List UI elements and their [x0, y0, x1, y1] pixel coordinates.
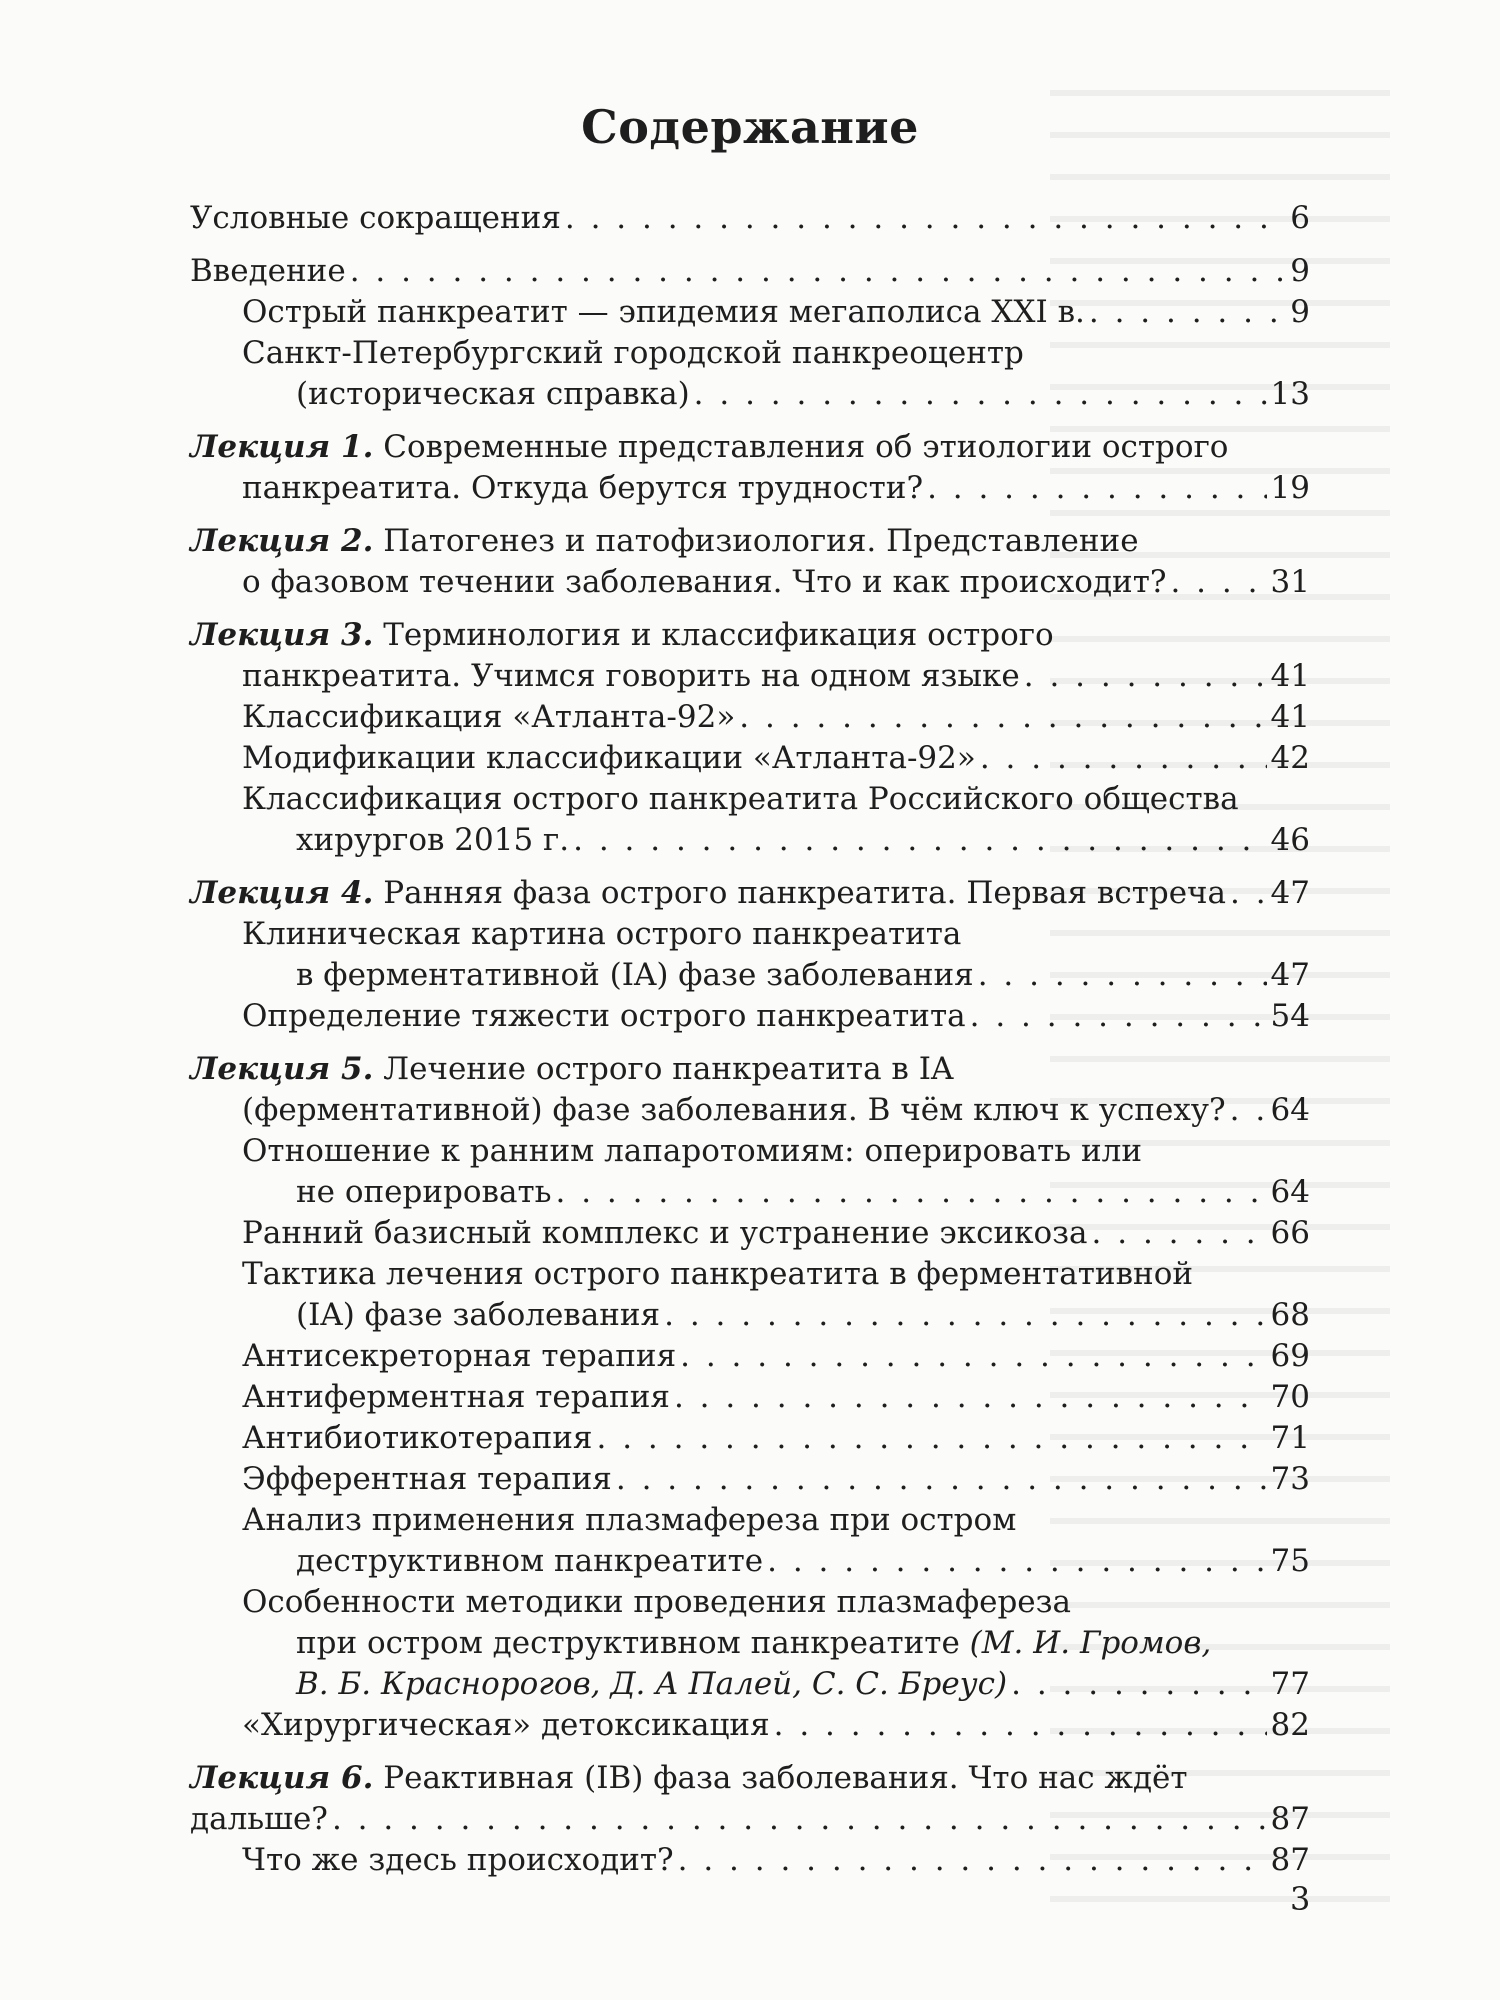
lecture-label: Лекция 3. — [190, 617, 374, 653]
toc-line — [190, 1172, 1310, 1213]
toc-line — [190, 1090, 1310, 1131]
toc-entry-text: Определение тяжести острого панкреатита — [242, 998, 966, 1034]
leader-dots — [1230, 1090, 1267, 1131]
leader-dots — [616, 1459, 1267, 1500]
toc-entry-text: Патогенез и патофизиология. Представление — [383, 523, 1139, 559]
toc-page-number: 9 — [1290, 253, 1310, 289]
toc-page-number: 87 — [1270, 1801, 1310, 1837]
toc-entry-text: Анализ применения плазмафереза при остром — [242, 1502, 1017, 1538]
toc-page-number: 31 — [1270, 564, 1310, 600]
toc-page-number: 66 — [1270, 1215, 1310, 1251]
toc-page-number: 82 — [1270, 1707, 1310, 1743]
leader-dots — [556, 1172, 1267, 1213]
toc-entry-text: Введение — [190, 253, 346, 289]
toc-page-number: 68 — [1270, 1297, 1310, 1333]
toc-entry-text: Реактивная (IB) фаза заболевания. Что нас ждёт — [383, 1760, 1188, 1796]
toc-entry-text: (ферментативной) фазе заболевания. В чём ключ к успеху? — [242, 1092, 1226, 1128]
toc-line — [190, 697, 1310, 738]
toc-line — [190, 738, 1310, 779]
toc-line — [190, 1705, 1310, 1746]
toc-entry-text: Эфферентная терапия — [242, 1461, 612, 1497]
leader-dots — [573, 820, 1266, 861]
toc-page-number: 47 — [1270, 957, 1310, 993]
lecture-label: Лекция 1. — [190, 429, 374, 465]
toc-line — [190, 1623, 1310, 1664]
toc-page-number: 19 — [1270, 470, 1310, 506]
toc-line — [190, 468, 1310, 509]
toc-entry-text: деструктивном панкреатите — [296, 1543, 764, 1579]
toc-line — [190, 1500, 1310, 1541]
leader-dots — [694, 374, 1267, 415]
leader-dots — [739, 697, 1266, 738]
leader-dots — [980, 738, 1267, 779]
toc-line — [190, 1799, 1310, 1840]
toc-line — [190, 251, 1310, 292]
leader-dots — [927, 468, 1266, 509]
toc-entry-text: Особенности методики проведения плазмафереза — [242, 1584, 1072, 1620]
toc-entry-text: Условные сокращения — [190, 200, 561, 236]
toc-authors: (М. И. Громов, — [969, 1625, 1212, 1661]
toc-entry-text: Современные представления об этиологии острого — [383, 429, 1229, 465]
lecture-label: Лекция 4. — [190, 875, 374, 911]
toc-entry-text: Лечение острого панкреатита в IA — [383, 1051, 954, 1087]
leader-dots — [332, 1799, 1267, 1840]
toc-entry-text: Классификация «Атланта-92» — [242, 699, 736, 735]
toc-entry-text: панкреатита. Учимся говорить на одном языке — [242, 658, 1020, 694]
toc-entry-text: (IA) фазе заболевания — [296, 1297, 661, 1333]
toc-page-number: 69 — [1270, 1338, 1310, 1374]
toc-page-number: 42 — [1270, 740, 1310, 776]
toc-entry-text: в ферментативной (IA) фазе заболевания — [296, 957, 974, 993]
toc-line — [190, 521, 1310, 562]
lecture-label: Лекция 5. — [190, 1051, 374, 1087]
toc-line — [190, 873, 1310, 914]
toc-line — [190, 914, 1310, 955]
leader-dots — [1170, 562, 1266, 603]
leader-dots — [674, 1377, 1267, 1418]
toc-entry-text: Санкт-Петербургский городской панкреоцентр — [242, 335, 1024, 371]
toc-line — [190, 1541, 1310, 1582]
toc-entry-text: Острый панкреатит — эпидемия мегаполиса XXI в. — [242, 294, 1085, 330]
toc-line — [190, 562, 1310, 603]
leader-dots — [1092, 1213, 1267, 1254]
leader-dots — [678, 1840, 1267, 1881]
toc-line — [190, 1664, 1310, 1705]
toc-page-number: 64 — [1270, 1092, 1310, 1128]
toc-entry-text: не оперировать — [296, 1174, 552, 1210]
toc-page-number: 87 — [1270, 1842, 1310, 1878]
toc-entry-text: хирургов 2015 г. — [296, 822, 570, 858]
toc-line — [190, 292, 1310, 333]
toc-entry-text: «Хирургическая» детоксикация — [242, 1707, 770, 1743]
toc-line — [190, 615, 1310, 656]
toc-entry-text: Антиферментная терапия — [242, 1379, 670, 1415]
toc-page-number: 41 — [1270, 699, 1310, 735]
toc-line — [190, 427, 1310, 468]
toc-line — [190, 779, 1310, 820]
toc-line — [190, 1295, 1310, 1336]
leader-dots — [565, 198, 1286, 239]
toc-page-number: 47 — [1270, 875, 1310, 911]
toc-page-number: 13 — [1270, 376, 1310, 412]
toc-page-number: 71 — [1270, 1420, 1310, 1456]
toc-entry-text: Ранний базисный комплекс и устранение эксикоза — [242, 1215, 1088, 1251]
toc-page-number: 54 — [1270, 998, 1310, 1034]
toc-page-number: 46 — [1270, 822, 1310, 858]
page-title: Содержание — [581, 100, 919, 154]
toc-line — [190, 1582, 1310, 1623]
toc-line — [190, 1377, 1310, 1418]
toc-page-number: 70 — [1270, 1379, 1310, 1415]
lecture-label: Лекция 6. — [190, 1760, 374, 1796]
toc-line — [190, 1131, 1310, 1172]
leader-dots — [1024, 656, 1267, 697]
toc-page-number: 6 — [1290, 200, 1310, 236]
toc-line — [190, 333, 1310, 374]
toc-entry-text: Антибиотикотерапия — [242, 1420, 593, 1456]
toc-entry-text: Что же здесь происходит? — [242, 1842, 674, 1878]
toc-entry-text: о фазовом течении заболевания. Что и как происходит? — [242, 564, 1167, 600]
toc-line — [190, 1840, 1310, 1881]
leader-dots — [664, 1295, 1266, 1336]
toc-entry-text: Модификации классификации «Атланта-92» — [242, 740, 976, 776]
toc-line — [190, 656, 1310, 697]
leader-dots — [1011, 1664, 1266, 1705]
toc-line — [190, 198, 1310, 239]
toc-page-number: 9 — [1290, 294, 1310, 330]
leader-dots — [1089, 292, 1286, 333]
toc-line — [190, 1336, 1310, 1377]
toc-page-number: 64 — [1270, 1174, 1310, 1210]
toc-line — [190, 1213, 1310, 1254]
leader-dots — [767, 1541, 1266, 1582]
toc-entry-text: Ранняя фаза острого панкреатита. Первая встреча — [383, 875, 1227, 911]
toc-entry-text: Отношение к ранним лапаротомиям: оперировать или — [242, 1133, 1142, 1169]
toc-entry-text: Классификация острого панкреатита Российского общества — [242, 781, 1239, 817]
toc-line — [190, 996, 1310, 1037]
table-of-contents — [190, 198, 1310, 1881]
leader-dots — [1230, 873, 1267, 914]
toc-entry-text: Терминология и классификация острого — [383, 617, 1054, 653]
leader-dots — [597, 1418, 1267, 1459]
toc-line — [190, 374, 1310, 415]
toc-line — [190, 955, 1310, 996]
toc-line — [190, 1254, 1310, 1295]
toc-page-number: 73 — [1270, 1461, 1310, 1497]
toc-page-number: 41 — [1270, 658, 1310, 694]
toc-entry-text: Антисекреторная терапия — [242, 1338, 677, 1374]
toc-entry-text: (историческая справка) — [296, 376, 690, 412]
leader-dots — [774, 1705, 1267, 1746]
page-number: 3 — [1290, 1880, 1311, 1918]
toc-entry-text: дальше? — [190, 1801, 328, 1837]
toc-authors: В. Б. Краснорогов, Д. А Палей, С. С. Бреус) — [296, 1666, 1008, 1702]
toc-page-number: 77 — [1270, 1666, 1310, 1702]
toc-line — [190, 1459, 1310, 1500]
toc-entry-text: Тактика лечения острого панкреатита в ферментативной — [242, 1256, 1194, 1292]
leader-dots — [350, 251, 1287, 292]
leader-dots — [970, 996, 1267, 1037]
toc-entry-text: панкреатита. Откуда берутся трудности? — [242, 470, 924, 506]
leader-dots — [680, 1336, 1266, 1377]
toc-page-number: 75 — [1270, 1543, 1310, 1579]
toc-line — [190, 1418, 1310, 1459]
lecture-label: Лекция 2. — [190, 523, 374, 559]
toc-line — [190, 820, 1310, 861]
toc-entry-text: Клиническая картина острого панкреатита — [242, 916, 962, 952]
toc-line — [190, 1758, 1310, 1799]
toc-entry-text: при остром деструктивном панкреатите — [296, 1625, 960, 1661]
toc-line — [190, 1049, 1310, 1090]
leader-dots — [978, 955, 1267, 996]
